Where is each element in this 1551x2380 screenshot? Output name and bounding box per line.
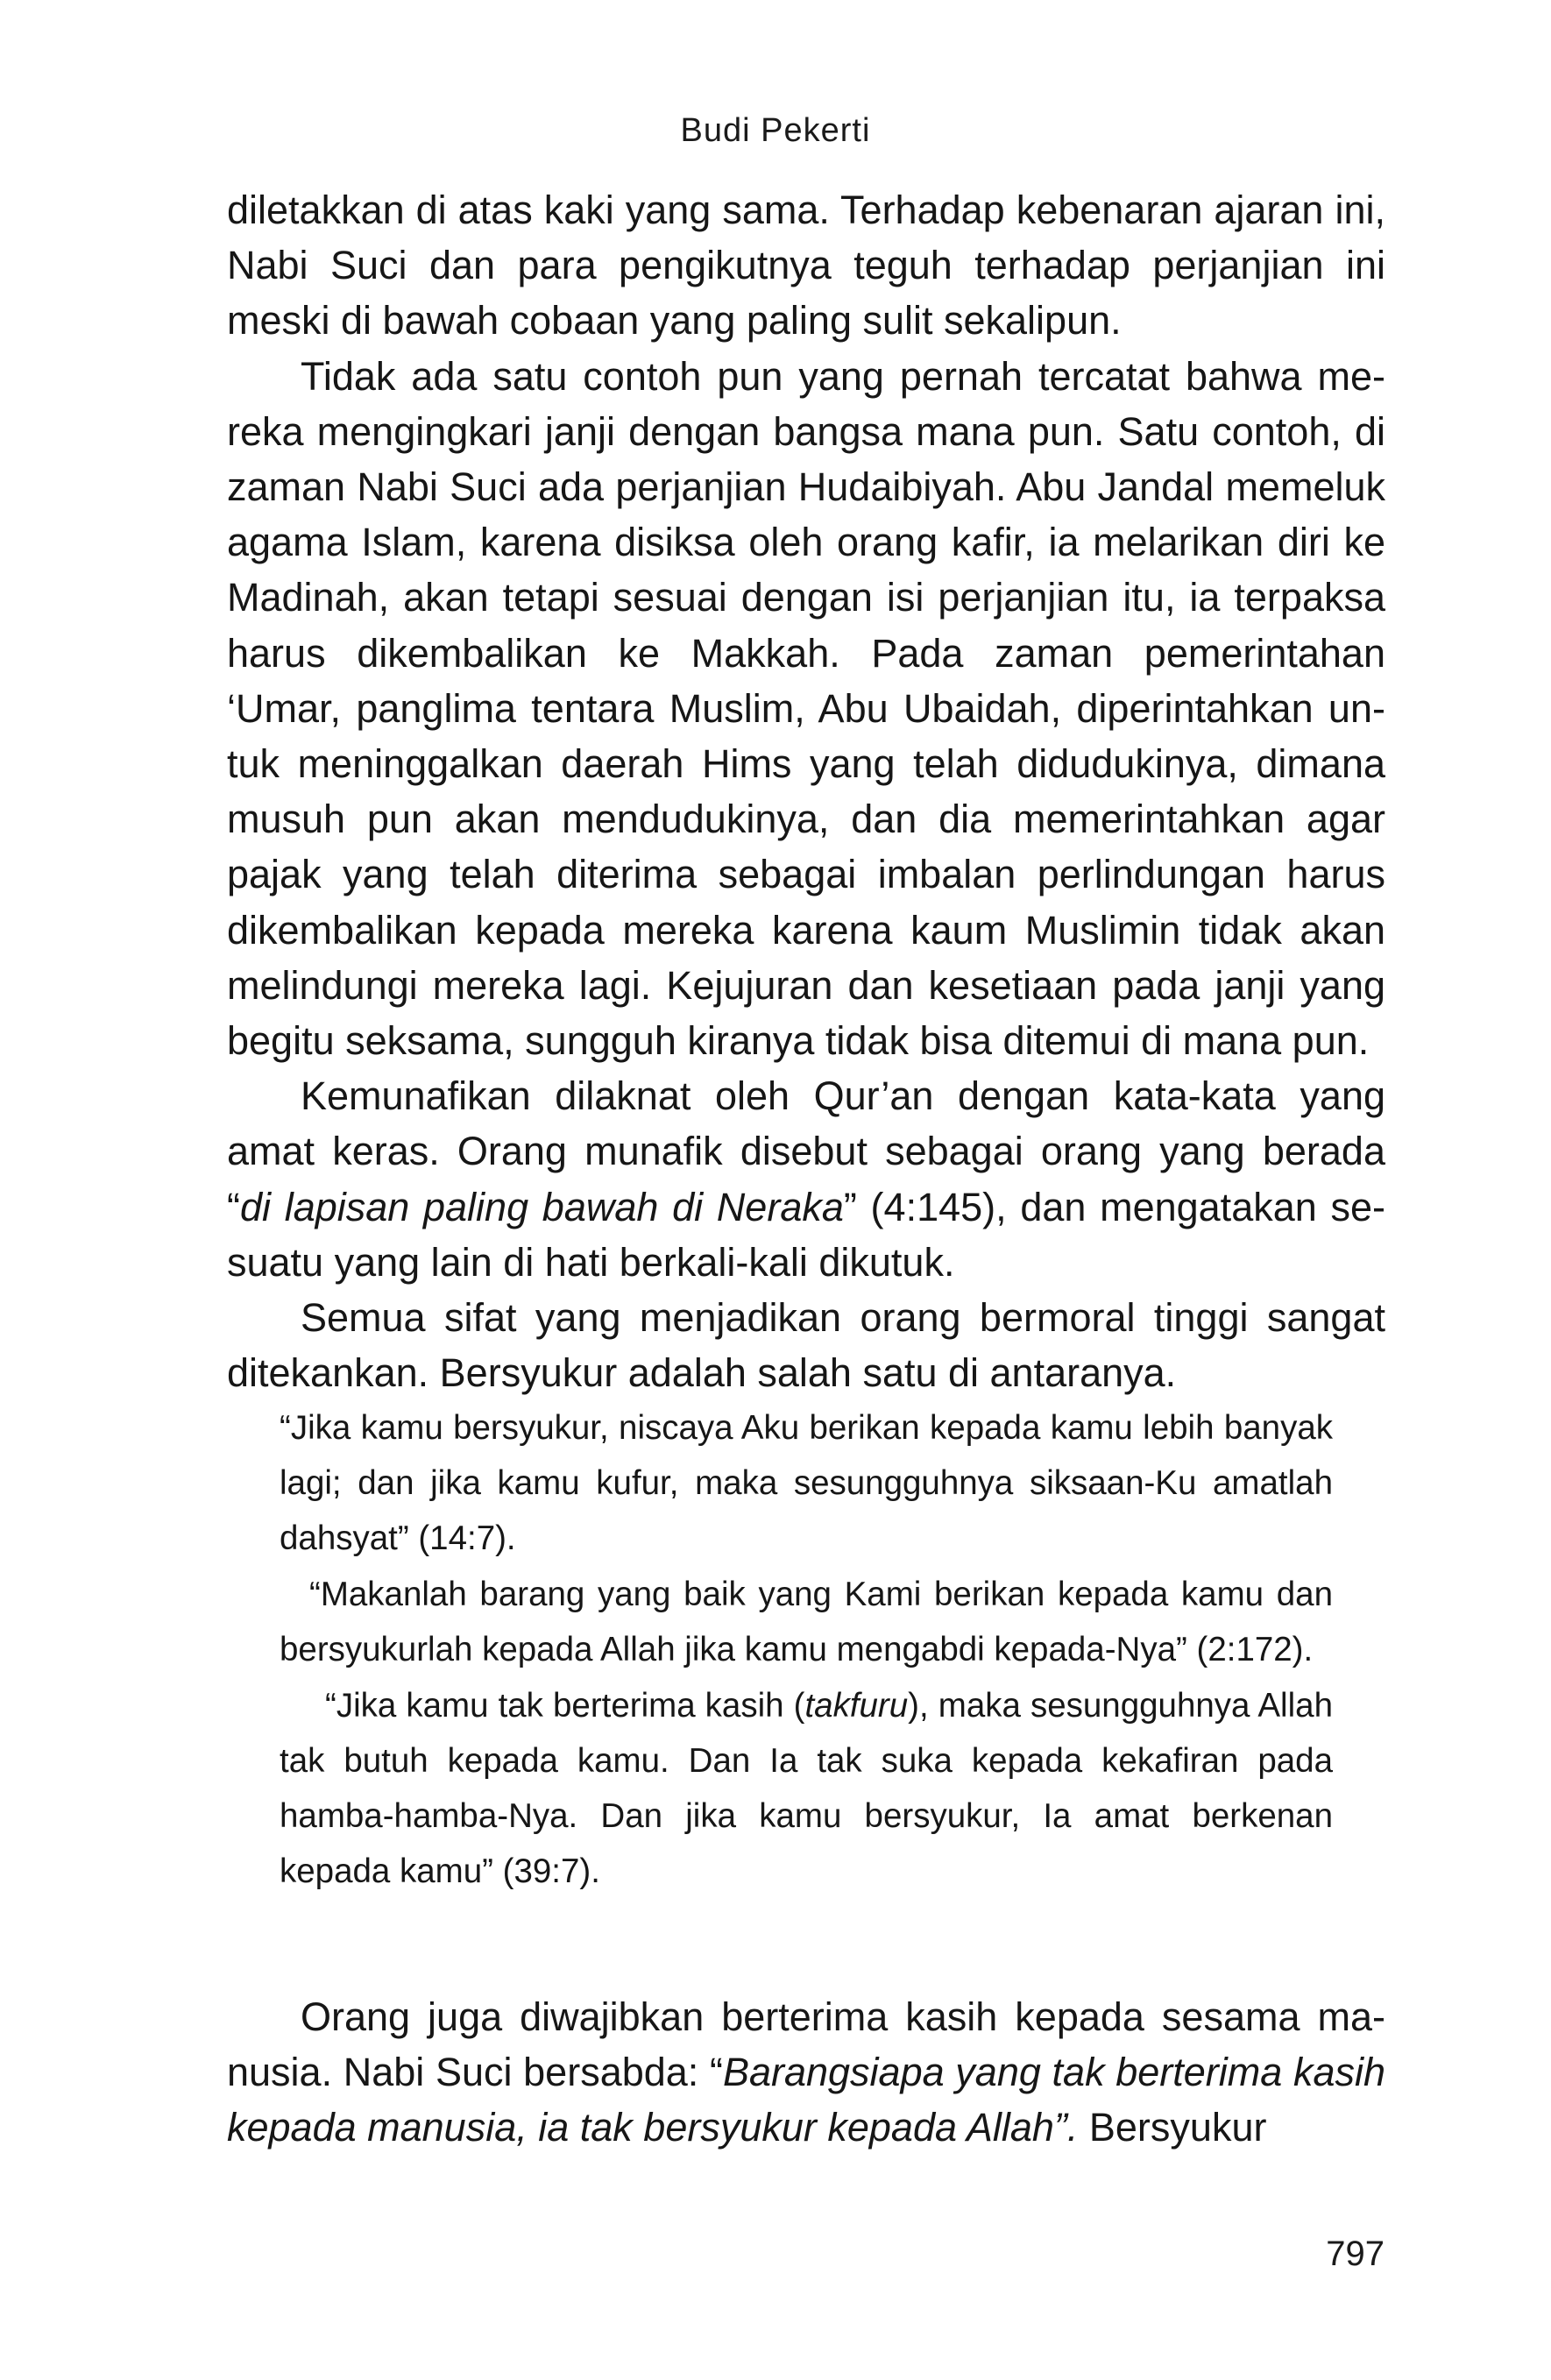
paragraph-4: Semua sifat yang menjadikan orang bermoral tinggi sangat ditekankan. Bersyukur adalah salah satu di antaranya. [227, 1295, 1385, 1396]
paragraph-2: Tidak ada satu contoh pun yang pernah tercatat bahwa mereka mengingkari janji dengan bangsa mana pun. Satu contoh, di zaman Nabi Suci ada perjanjian Hudaibiyah. Abu Jandal memeluk agama Islam, karena disiksa oleh orang kafir, ia melarikan diri ke Madinah, akan tetapi sesuai dengan isi perjanjian itu, ia terpaksa harus dikembalikan ke Makkah. Pada zaman pemerintahan ‘Umar, panglima tentara Muslim, Abu Ubaidah, diperintahkan untuk meninggalkan daerah Hims yang telah didudukinya, dimana musuh pun akan mendudukinya, dan dia memerintahkan agar pajak yang telah diterima sebagai imbalan perlindungan harus dikembalikan kepada mereka karena kaum Muslimin tidak akan melindungi mereka lagi. Kejujuran dan kesetiaan pada janji yang begitu seksama, sungguh kiranya tidak bisa ditemui di mana pun. [227, 353, 1385, 1064]
paragraph-5 [227, 1989, 1385, 2156]
paragraph-3-text-b: ” (4:145), dan mengatakan sesuatu yang lain di hati berkali-kali dikutuk. [227, 1184, 1385, 1285]
paragraph-5-text-a: Orang juga diwajibkan berterima kasih kepada sesama manusia. Nabi Suci bersabda: “ [227, 1994, 1385, 2095]
paragraph-5-text-b: Bersyukur [1078, 2105, 1267, 2150]
paragraph-3-text-a: Kemunafikan dilaknat oleh Qur’an dengan kata-kata yang amat keras. Orang munafik disebut sebagai orang yang berada “ [227, 1073, 1385, 1229]
paragraph-5-italic: Barangsiapa yang tak berterima kasih kepada manusia, ia tak bersyukur kepada Allah”. [227, 2050, 1386, 2150]
quote-3-italic: takfuru [804, 1687, 909, 1725]
quote-block [280, 1400, 1333, 1899]
closing-text [227, 1989, 1385, 2156]
paragraph-1: diletakkan di atas kaki yang sama. Terhadap kebenaran ajaran ini, Nabi Suci dan para pengikutnya teguh terhadap perjanjian ini meski di bawah cobaan yang paling sulit sekalipun. [227, 188, 1385, 344]
quote-2: “Makanlah barang yang baik yang Kami berikan kepada kamu dan bersyukurlah kepada Allah jika kamu mengabdi kepada-Nya” (2:172). [280, 1576, 1333, 1668]
page-number: 797 [1326, 2235, 1385, 2273]
paragraph-3 [227, 1068, 1385, 1290]
paragraph-3-italic: di lapisan paling bawah di Neraka [240, 1184, 844, 1229]
main-text [227, 182, 1385, 1400]
quote-1: “Jika kamu bersyukur, niscaya Aku berikan kepada kamu lebih banyak lagi; dan jika kamu kufur, maka sesungguhnya siksaan-Ku amatlah dahsyat” (14:7). [280, 1409, 1333, 1557]
quote-3 [280, 1678, 1333, 1899]
running-header: Budi Pekerti [680, 112, 871, 149]
quote-3-text-a: “Jika kamu tak berterima kasih ( [325, 1687, 805, 1725]
quote-3-text-b: ), maka sesungguhnya Allah tak butuh kepada kamu. Dan Ia tak suka kepada kekafiran pada hamba-hamba-Nya. Dan jika kamu bersyukur, Ia amat berkenan kepada kamu” (39:7). [280, 1687, 1333, 1890]
